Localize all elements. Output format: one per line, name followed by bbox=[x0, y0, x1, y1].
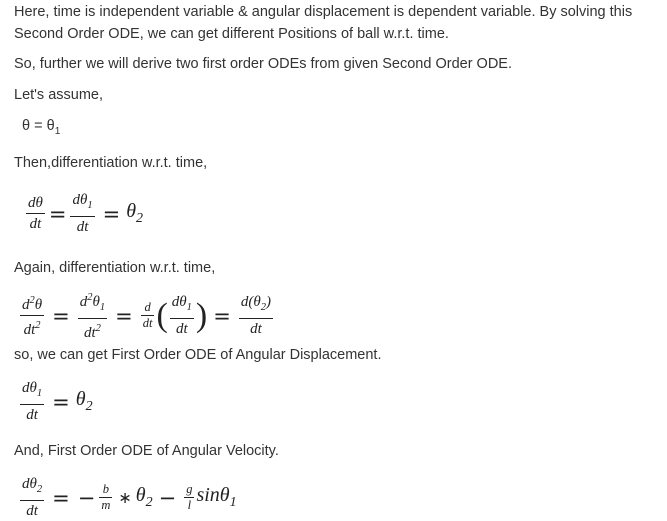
eq2-frac-3-den: dt bbox=[142, 316, 153, 330]
eq2-frac-1-den: $dt^2$ bbox=[23, 320, 41, 338]
eq2-equals-2: = bbox=[115, 303, 133, 328]
eq1-frac-1-den: dt bbox=[29, 216, 42, 232]
eq4-frac-3-den: l bbox=[187, 498, 192, 512]
eq3-equals: = bbox=[52, 389, 70, 414]
eq4-frac-2-num: b bbox=[99, 482, 112, 498]
paragraph-derive: So, further we will derive two first order ODEs from given Second Order ODE. bbox=[14, 56, 513, 72]
eq1-equals-2: = bbox=[102, 201, 121, 226]
eq4-frac-2 bbox=[99, 482, 112, 513]
eq1-frac-1 bbox=[26, 193, 45, 234]
eq2-right-paren: ) bbox=[195, 296, 208, 334]
eq2-frac-5-num: $d(\theta_2)$ bbox=[239, 292, 273, 319]
eq-assume-lhs: θ bbox=[22, 118, 31, 134]
eq2-frac-3-num: d bbox=[141, 300, 155, 316]
eq4-sin-term: sinθ$_1$ bbox=[196, 484, 237, 510]
equation-angular-velocity bbox=[18, 474, 237, 521]
eq-assume-rhs-sub: 1 bbox=[54, 125, 61, 137]
eq3-frac bbox=[20, 378, 44, 425]
eq4-frac-1 bbox=[20, 474, 44, 521]
eq2-frac-5 bbox=[239, 292, 273, 339]
eq4-equals: = bbox=[52, 485, 70, 510]
eq1-frac-2-num: $d\theta_1$ bbox=[70, 190, 94, 217]
paragraph-first-order-angular-velocity: And, First Order ODE of Angular Velocity. bbox=[14, 443, 279, 459]
eq1-frac-1-num: dθ bbox=[26, 193, 45, 214]
eq4-times: ∗ bbox=[118, 488, 132, 507]
equation-angular-displacement bbox=[18, 378, 93, 425]
eq1-frac-2 bbox=[70, 190, 94, 237]
eq2-frac-5-den: dt bbox=[250, 321, 262, 337]
paragraph-intro-line-2: Second Order ODE, we can get different Positions of ball w.r.t. time. bbox=[14, 26, 449, 42]
eq4-frac-2-den: m bbox=[101, 498, 111, 512]
eq2-equals-1: = bbox=[52, 303, 70, 328]
equation-second-derivative bbox=[18, 288, 275, 343]
paragraph-again-differentiation: Again, differentiation w.r.t. time, bbox=[14, 260, 216, 276]
eq2-frac-1-num: $d^2\theta$ bbox=[20, 291, 44, 316]
eq2-frac-2-den: $dt^2$ bbox=[83, 323, 101, 341]
eq1-equals-1: = bbox=[48, 201, 67, 226]
eq3-frac-num: $d\theta_1$ bbox=[20, 378, 44, 405]
eq4-frac-1-den: dt bbox=[26, 503, 38, 519]
eq1-frac-2-den: dt bbox=[76, 219, 89, 235]
eq2-equals-3: = bbox=[213, 303, 231, 328]
eq4-minus-1: − bbox=[77, 485, 96, 510]
paragraph-intro-line-1: Here, time is independent variable & angular displacement is dependent variable. By solving this bbox=[14, 4, 633, 20]
eq-assume-rhs: θ bbox=[46, 118, 55, 134]
equation-first-derivative bbox=[24, 190, 143, 237]
eq4-frac-3-num: g bbox=[186, 482, 193, 496]
eq2-frac-2 bbox=[78, 288, 107, 343]
paragraph-assume: Let's assume, bbox=[14, 87, 104, 103]
eq2-frac-3 bbox=[141, 300, 155, 331]
eq2-frac-2-num: $d^2\theta_1$ bbox=[78, 288, 107, 319]
eq3-rhs: $\theta_2$ bbox=[75, 388, 93, 414]
paragraph-first-order-angular-displacement: so, we can get First Order ODE of Angular Displacement. bbox=[14, 347, 382, 363]
eq2-frac-1 bbox=[20, 291, 44, 340]
eq2-frac-4-den: dt bbox=[176, 321, 188, 337]
equation-assume bbox=[22, 118, 60, 137]
eq4-theta: $\theta_2$ bbox=[135, 484, 153, 510]
eq4-frac-3 bbox=[184, 482, 194, 513]
eq2-frac-4 bbox=[170, 292, 194, 339]
eq2-left-paren: ( bbox=[156, 296, 168, 334]
eq3-frac-den: dt bbox=[26, 407, 38, 423]
paragraph-then-differentiation: Then,differentiation w.r.t. time, bbox=[14, 155, 208, 171]
eq4-minus-2: − bbox=[158, 485, 177, 510]
eq4-frac-1-num: $d\theta_2$ bbox=[20, 474, 44, 501]
eq2-frac-4-num: $d\theta_1$ bbox=[170, 292, 194, 319]
eq-assume-equals: = bbox=[34, 118, 43, 134]
eq1-rhs: $\theta_2$ bbox=[126, 200, 144, 226]
